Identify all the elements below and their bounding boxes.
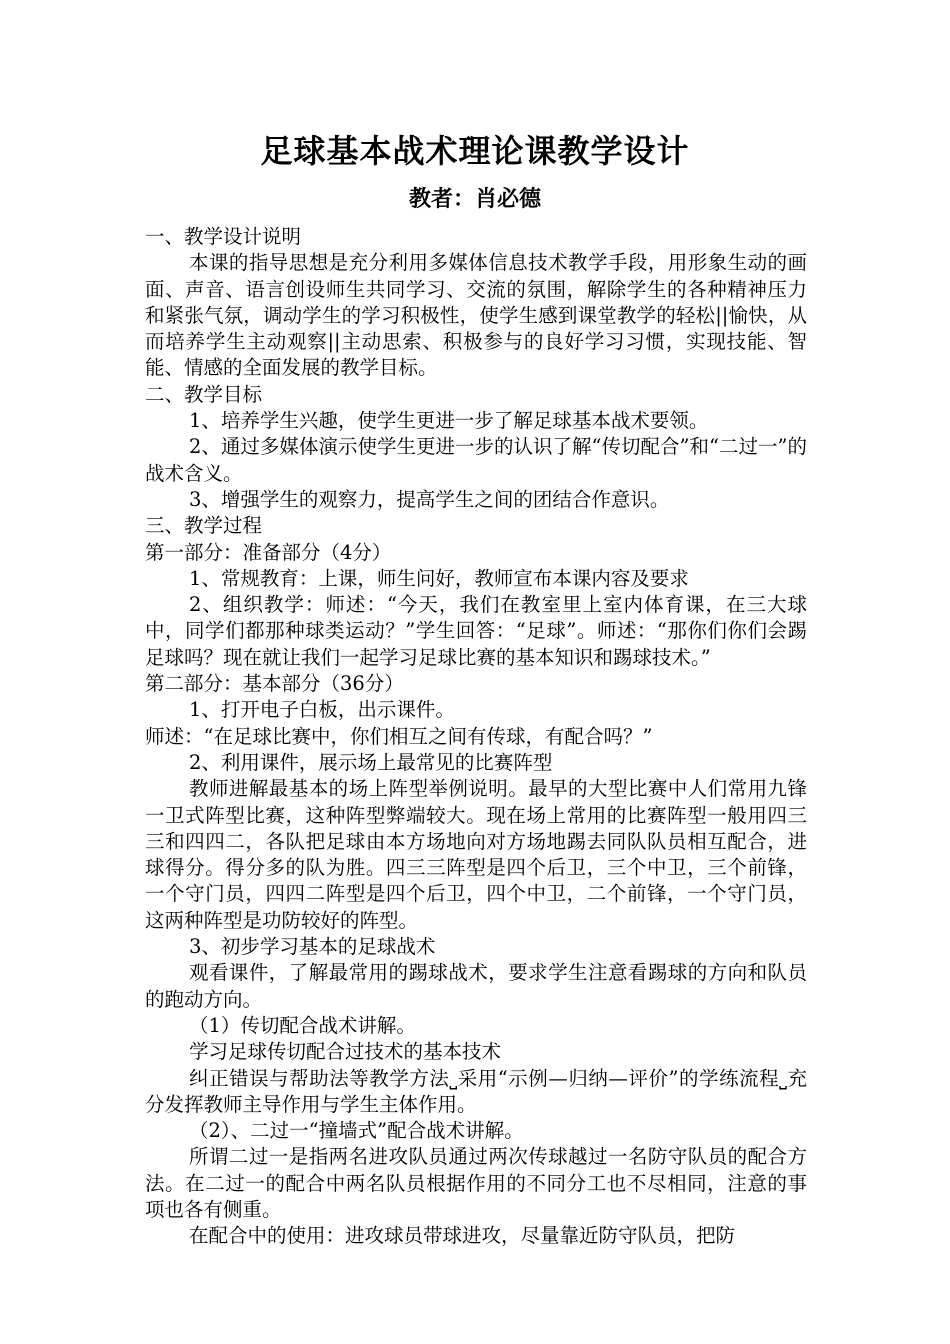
section-heading: 二、教学目标 <box>145 382 263 406</box>
part-heading: 第一部分：准备部分（4分） <box>145 540 392 564</box>
list-item: 2、利用课件，展示场上最常见的比赛阵型 <box>189 750 553 774</box>
paragraph: 师述：“在足球比赛中，你们相互之间有传球，有配合吗？” <box>145 724 653 748</box>
list-item: 2、通过多媒体演示使学生更进一步的认识了解“传切配合”和“二过一”的战术含义。 <box>145 435 807 485</box>
paragraph: 观看课件，了解最常用的踢球战术，要求学生注意看踢球的方向和队员的跑动方向。 <box>145 961 807 1011</box>
paragraph: 在配合中的使用：进攻球员带球进攻，尽量靠近防守队员，把防 <box>189 1224 736 1248</box>
paragraph: 本课的指导思想是充分利用多媒体信息技术教学手段，用形象生动的画面、声音、语言创设师生共同学习、交流的氛围，解除学生的各种精神压力和紧张气氛，调动学生的学习积极性，使学生感到课堂教学的轻松||愉快，从而培养学生主动观察||主动思索、积极参与的良好学习习惯，实现技能、智能、情感的全面发展的教学目标。 <box>145 251 807 380</box>
list-item: （2）、二过一“撞墙式”配合战术讲解。 <box>189 1119 524 1143</box>
list-item: 1、打开电子白板，出示课件。 <box>189 698 455 722</box>
list-item: 3、增强学生的观察力，提高学生之间的团结合作意识。 <box>189 487 670 511</box>
part-heading: 第二部分：基本部分（36分） <box>145 672 404 696</box>
list-item: 2、组织教学：师述：“今天，我们在教室里上室内体育课，在三大球中，同学们都那种球类运动？”学生回答：“足球”。师述：“那你们你们会踢足球吗？现在就让我们一起学习足球比赛的基本知识和踢球技术。” <box>145 593 807 669</box>
paragraph: 教师进解最基本的场上阵型举例说明。最早的大型比赛中人们常用九锋一卫式阵型比赛，这种阵型弊端较大。现在场上常用的比赛阵型一般用四三三和四四二，各队把足球由本方场地向对方场地踢去同队队员相互配合，进球得分。得分多的队为胜。四三三阵型是四个后卫，三个中卫，三个前锋，一个守门员，四四二阵型是四个后卫，四个中卫，二个前锋，一个守门员，这两种阵型是功防较好的阵型。 <box>145 777 807 932</box>
document-title: 足球基本战术理论课教学设计 <box>260 132 690 170</box>
list-item: （1）传切配合战术讲解。 <box>189 1013 416 1037</box>
paragraph: 纠正错误与帮助法等教学方法⎵采用“示例—归纳—评价”的学练流程⎵充分发挥教师主导作用与学生主体作用。 <box>145 1066 807 1116</box>
list-item: 3、初步学习基本的足球战术 <box>189 935 436 959</box>
section-heading: 一、教学设计说明 <box>145 225 302 248</box>
paragraph: 学习足球传切配合过技术的基本技术 <box>189 1040 502 1064</box>
document-body <box>145 224 807 1250</box>
document-author: 教者：肖必德 <box>408 187 541 212</box>
list-item: 1、培养学生兴趣，使学生更进一步了解足球基本战术要领。 <box>189 409 709 433</box>
section-heading: 三、教学过程 <box>145 514 263 538</box>
list-item: 1、常规教育：上课，师生问好，教师宣布本课内容及要求 <box>189 566 689 590</box>
paragraph: 所谓二过一是指两名进攻队员通过两次传球越过一名防守队员的配合方法。在二过一的配合中两名队员根据作用的不同分工也不尽相同，注意的事项也各有侧重。 <box>145 1145 807 1221</box>
